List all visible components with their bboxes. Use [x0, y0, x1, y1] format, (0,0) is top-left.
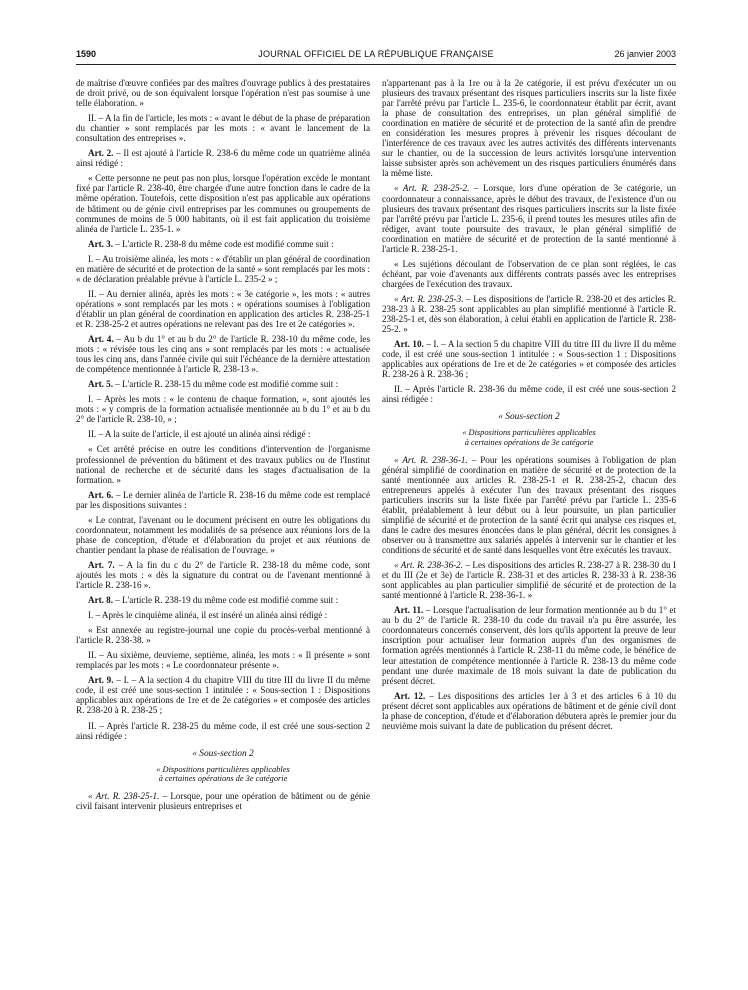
- regulation-article: [76, 791, 370, 811]
- subsection-heading: « Sous-section 2: [498, 412, 560, 423]
- page-number: 1590: [76, 49, 97, 59]
- subtitle-line: à certaines opérations de 3e catégorie: [464, 438, 594, 448]
- article-text: – L'article R. 238-8 du même code est modifié comme suit :: [113, 238, 334, 249]
- paragraph: II. – Au sixième, deuvieme, septième, alinéa, les mots : « Il présente » sont remplacés par les mots : « Le coordonnateur présente ».: [76, 650, 370, 671]
- article-label: « Art. R. 238-25-3.: [394, 293, 464, 304]
- article-label: Art. 4.: [88, 334, 114, 345]
- subtitle-line: « Dispositions particulières applicables: [462, 428, 596, 438]
- article-text: – Lorsque l'actualisation de leur formation mentionnée au b du 1° et au b du 2° de l'article R. 238-10 du code du travail n'a pu être assurée, les coordonnateurs concernés conservent, dès lors qu'ils apportent la preuve de leur inscription pour actualiser leur formation auprès d'un des organismes de formation agréés mentionnés à l'article R. 238-11 du même code, le bénéfice de leur attestation de compétence mentionnée à l'article R. 238-13 du même code pendant une durée maximale de 18 mois suivant la date de publication du présent décret.: [382, 605, 676, 686]
- article-text: – Les dispositions des articles R. 238-27 à R. 238-30 du I et du III (2e et 3e) de l'article R. 238-31 et des articles R. 238-33 à R. 238-36 sont applicables au plan particulier simplifié de sécurité et de protection de la santé mentionné à l'article R. 238-36-1. »: [382, 560, 676, 601]
- article-label: Art. 2.: [88, 148, 114, 159]
- article-6: [76, 490, 370, 510]
- article-4: [76, 334, 370, 374]
- article-3: [76, 239, 370, 249]
- subsection-title: [382, 428, 676, 447]
- article-label: Art. 11.: [394, 605, 424, 616]
- article-7: [76, 560, 370, 590]
- subsection-title: [76, 765, 370, 784]
- article-label: Art. 5.: [88, 379, 113, 390]
- regulation-article: [382, 183, 676, 253]
- journal-title: JOURNAL OFFICIEL DE LA RÉPUBLIQUE FRANÇAISE: [258, 49, 494, 59]
- paragraph: « Est annexée au registre-journal une copie du procès-verbal mentionné à l'article R. 238-38. »: [76, 625, 370, 646]
- paragraph: II. – Au dernier alinéa, après les mots : « 3e catégorie », les mots : « autres opérations » sont remplacés par les mots : « opérations soumises à l'obligation d'établir un plan général de coordination en application des articles R. 238-25-1 et R. 238-25-2 et autres opérations ne relevant pas des 1re et 2e catégories ».: [76, 288, 370, 329]
- regulation-article: [382, 294, 676, 334]
- article-text: – Les dispositions de l'article R. 238-20 et des articles R. 238-23 à R. 238-25 sont applicables au plan simplifié mentionné à l'article R. 238-25-1 et, dès son élaboration, à celui établi en application de l'article R. 238-25-2. »: [382, 293, 676, 335]
- article-text: – A la fin du c du 2° de l'article R. 238-18 du même code, sont ajoutés les mots : « dès la signature du contrat ou de l'avenant mentionné à l'article R. 238-16 ».: [76, 559, 370, 591]
- subtitle-line: à certaines opérations de 3e catégorie: [158, 774, 288, 784]
- article-label: Art. 10.: [394, 339, 424, 350]
- article-label: « Art. R. 238-36-2.: [394, 560, 463, 571]
- page-header: [76, 49, 676, 63]
- article-text: – Les dispositions des articles 1er à 3 et des articles 6 à 10 du présent décret sont applicables aux opérations de bâtiment et de génie civil dont la phase de conception, d'étude et d'élaboration débutera après le premier jour du neuvième mois suivant la date de publication du présent décret.: [382, 690, 676, 731]
- article-11: [382, 605, 676, 685]
- paragraph: n'appartenant pas à la 1re ou à la 2e catégorie, il est prévu d'exécuter un ou plusieurs des travaux présentant des risques particuliers inscrits sur la liste fixée par l'arrêté prévu par l'article L. 235-6, le coordonnateur établit par écrit, avant la phase de consultation des entreprises, un plan général simplifié de coordination en matière de sécurité et de protection de la santé afin de prendre en considération les mesures propres à prévenir les risques découlant de l'interférence de ces travaux avec les autres activités des différents intervenants sur le chantier, ou de la succession de leurs activités lorsqu'une intervention laisse subsister après son achèvement un des risques particuliers énumérés dans la même liste.: [382, 78, 676, 179]
- subtitle-line: « Dispositions particulières applicables: [156, 764, 290, 774]
- paragraph: I. – Au troisième alinéa, les mots : « d'établir un plan général de coordination en matière de sécurité et de protection de la santé » sont remplacés par les mots : « de déclaration préalable prévue à l'article L. 235-2 » ;: [76, 253, 370, 284]
- article-text: – L'article R. 238-19 du même code est modifié comme suit :: [113, 595, 339, 606]
- publication-date: 26 janvier 2003: [614, 49, 676, 59]
- article-text: – I. – A la section 4 du chapitre VIII du titre III du livre II du même code, il est créé une sous-section 1 intitulée : « Sous-section 1 : Dispositions applicables aux opérations de 1re et de 2e catégories » et composée des articles R. 238-20 à R. 238-25 ;: [76, 675, 370, 716]
- article-label: Art. 12.: [394, 690, 426, 701]
- article-9: [76, 675, 370, 715]
- article-text: – Pour les opérations soumises à l'obligation de plan général simplifié de coordination en matière de sécurité et de protection de la santé mentionnée aux articles R. 238-25-1 et R. 238-25-2, chacun des entrepreneurs appelés à exécuter l'un des travaux présentant des risques particuliers inscrits sur la liste fixée par l'arrêté prévu par l'article L. 235-6 établit, préalablement à leur début ou à leur poursuite, un plan particulier simplifié de sécurité et de protection de la santé écrit qui analyse ces risques et, dans le cadre des mesures énoncées dans le plan général, décrit les consignes à observer ou à transmettre aux salariés appelés à intervenir sur le chantier et les conditions de sécurité et de santé dans lesquelles vont être exécutés les travaux.: [382, 454, 676, 556]
- article-text: – Lorsque, pour une opération de bâtiment ou de génie civil faisant intervenir plusieurs entreprises et: [76, 790, 370, 811]
- article-text: – Au b du 1° et au b du 2° de l'article R. 238-10 du même code, les mots : « révisée tous les cinq ans » sont remplacés par les mots : « actualisée tous les cinq ans, dans l'année civile qui suit l'échéance de la dernière attestation de compétence mentionnée à l'article R. 238-13 ».: [76, 334, 370, 375]
- article-8: [76, 595, 370, 605]
- paragraph: de maîtrise d'œuvre confiées par des maîtres d'ouvrage publics à des prestataires de droit privé, ou de son équivalent lorsque l'opération n'est pas soumise à une telle élaboration. »: [76, 78, 370, 109]
- paragraph: I. – Après les mots : « le contenu de chaque formation, », sont ajoutés les mots : « y compris de la formation actualisée mentionnée au b du 1° et au b du 2° de l'article R. 238-10, » ;: [76, 394, 370, 425]
- paragraph: « Les sujétions découlant de l'observation de ce plan sont réglées, le cas échéant, par voie d'avenants aux différents contrats passés avec les entreprises chargées de l'exécution des travaux.: [382, 258, 676, 289]
- article-label: Art. 9.: [88, 675, 114, 686]
- article-text: – Le dernier alinéa de l'article R. 238-16 du même code est remplacé par les dispositions suivantes :: [76, 489, 370, 510]
- paragraph: I. – Après le cinquième alinéa, il est inséré un alinéa ainsi rédigé :: [88, 610, 328, 621]
- article-text: – L'article R. 238-15 du même code est modifié comme suit :: [113, 379, 339, 390]
- article-5: [76, 379, 370, 389]
- paragraph: « Cette personne ne peut pas non plus, lorsque l'opération excède le montant fixé par l'article R. 238-40, être chargée d'une autre fonction dans le cadre de la même opération. Toutefois, cette disposition n'est pas applicable aux opérations de bâtiment ou de génie civil entreprises par les communes ou groupements de communes de moins de 5 000 habitants, où il est fait application du troisième alinéa de l'article L. 235-1. »: [76, 173, 370, 234]
- article-label: « Art. R. 238-25-1.: [88, 790, 160, 801]
- paragraph: II. – A la fin de l'article, les mots : « avant le début de la phase de préparation du chantier » sont remplacés par les mots : « avant le lancement de la consultation des entreprises ».: [76, 113, 370, 144]
- regulation-article: [382, 560, 676, 600]
- article-label: Art. 8.: [88, 595, 113, 606]
- paragraph: « Cet arrêté précise en outre les conditions d'intervention de l'organisme professionnel de prévention du bâtiment et des travaux publics ou de l'Institut national de recherche et de sécurité dans les stages d'actualisation de la formation. »: [76, 444, 370, 485]
- paragraph: « Le contrat, l'avenant ou le document précisent en outre les obligations du coordonnateur, notamment les modalités de sa présence aux réunions lors de la phase de conception, d'étude et d'élaboration du projet et aux réunions de chantier pendant la phase de réalisation de l'ouvrage. »: [76, 514, 370, 555]
- article-12: [382, 691, 676, 731]
- article-label: Art. 6.: [88, 489, 114, 500]
- article-text: – I. – A la section 5 du chapitre VIII du titre III du livre II du même code, il est créé une sous-section 1 intitulée : « Sous-section 1 : Dispositions applicables aux opérations de 1re et de 2e catégories » et composée des articles R. 238-26 à R. 238-36 ;: [382, 339, 676, 380]
- paragraph: II. – Après l'article R. 238-25 du même code, il est créé une sous-section 2 ainsi rédigée :: [76, 720, 370, 741]
- article-10: [382, 339, 676, 379]
- regulation-article: [382, 455, 676, 555]
- header-rule: [76, 64, 676, 65]
- paragraph: II. – Après l'article R. 238-36 du même code, il est créé une sous-section 2 ainsi rédigée :: [382, 384, 676, 405]
- article-text: – Il est ajouté à l'article R. 238-6 du même code un quatrième alinéa ainsi rédigé :: [76, 148, 370, 169]
- article-2: [76, 148, 370, 168]
- article-label: « Art. R. 238-25-2.: [394, 183, 470, 194]
- article-text: – Lorsque, lors d'une opération de 3e catégorie, un coordonnateur a connaissance, après le début des travaux, de l'existence d'un ou plusieurs des travaux présentant des risques particuliers inscrits sur la liste fixée par l'arrêté prévu par l'article L. 235-6, il prend toutes les mesures utiles afin de rédiger, avant toute poursuite des travaux, le plan général simplifié de coordination en matière de sécurité et de protection de la santé mentionné à l'article R. 238-25-1.: [382, 183, 676, 254]
- article-label: Art. 3.: [88, 238, 113, 249]
- paragraph: II. – A la suite de l'article, il est ajouté un alinéa ainsi rédigé :: [88, 429, 311, 440]
- subsection-heading: « Sous-section 2: [192, 748, 254, 759]
- right-column: [382, 78, 676, 978]
- article-label: Art. 7.: [88, 559, 115, 570]
- left-column: [76, 78, 370, 978]
- article-label: « Art. R. 238-36-1.: [394, 454, 468, 465]
